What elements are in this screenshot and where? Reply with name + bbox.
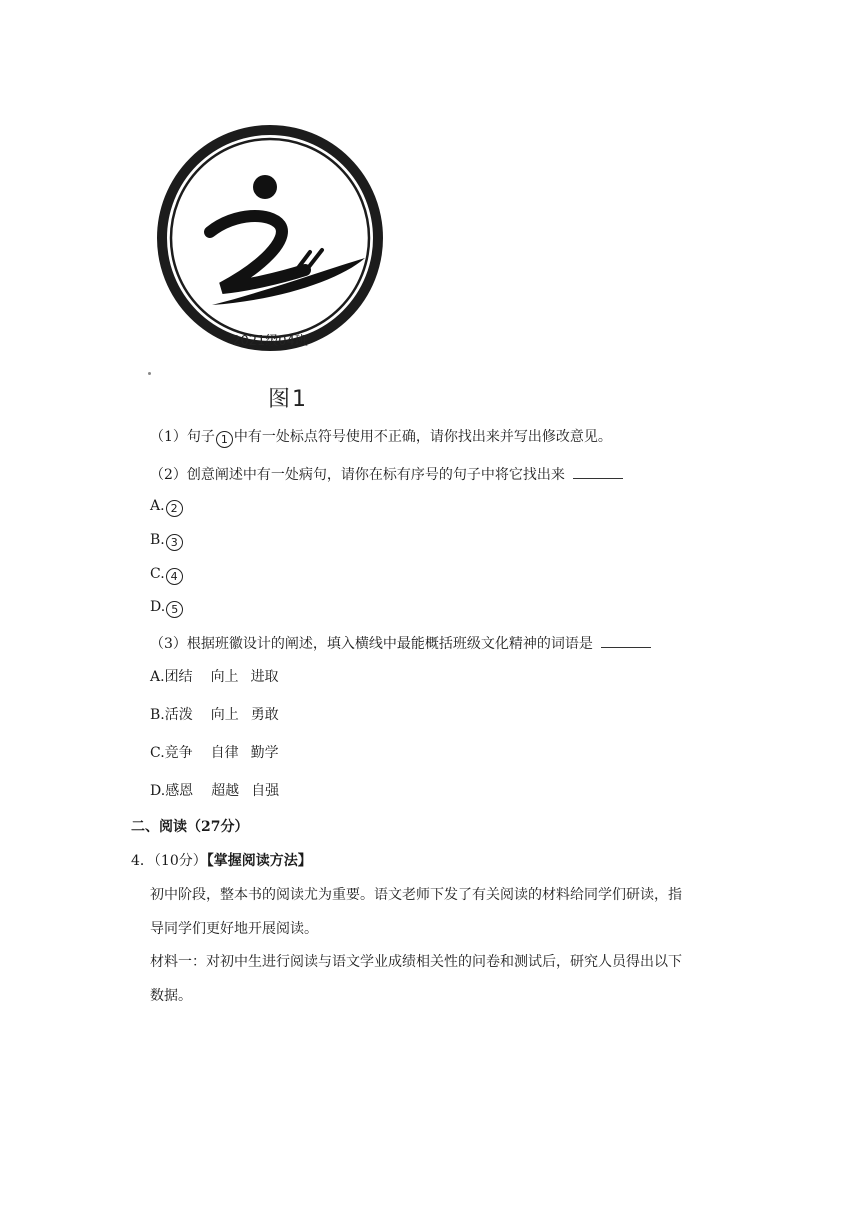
circled-number: 4 [166,568,183,585]
circled-number: 5 [166,601,183,618]
class-emblem-figure [150,120,400,415]
q2-option-d[interactable]: D. 5 [150,598,184,618]
answer-blank-q2[interactable] [573,464,623,479]
circled-number: 3 [166,534,183,551]
section-2-heading: 二、阅读（27分） [131,819,249,835]
q3-option-b[interactable]: B.活泼 向上 勇敢 [150,707,279,723]
scan-dot [148,372,151,375]
emblem-ring-text: 2021级04班 [232,334,308,349]
question-2: （2）创意阐述中有一处病句，请你在标有序号的句子中将它找出来 [150,464,623,484]
circled-number: 2 [166,500,183,517]
q4-paragraph-2-line-2: 数据。 [150,988,192,1004]
answer-blank-q3[interactable] [601,633,651,648]
question-3: （3）根据班徽设计的阐述，填入横线中最能概括班级文化精神的词语是 [150,633,651,653]
q3-option-c[interactable]: C.竞争 自律 勤学 [150,745,279,761]
question-4-header: 4．（10分）【掌握阅读方法】 [131,853,312,869]
q4-paragraph-1-line-2: 导同学们更好地开展阅读。 [150,921,318,937]
q2-option-a[interactable]: A. 2 [150,497,184,517]
circled-number-1: 1 [216,431,233,448]
q3-option-d[interactable]: D.感恩 超越 自强 [150,783,280,799]
q4-paragraph-2-line-1: 材料一：对初中生进行阅读与语文学业成绩相关性的问卷和测试后，研究人员得出以下 [150,954,682,970]
q2-option-c[interactable]: C. 4 [150,565,184,585]
class-emblem-logo [150,120,400,370]
figure-caption: 图1 [268,387,308,412]
q3-option-a[interactable]: A.团结 向上 进取 [150,669,279,685]
question-1: （1）句子 1 中有一处标点符号使用不正确，请你找出来并写出修改意见。 [150,429,612,446]
q4-paragraph-1-line-1: 初中阶段，整本书的阅读尤为重要。语文老师下发了有关阅读的材料给同学们研读，指 [150,887,682,903]
q2-option-b[interactable]: B. 3 [150,531,184,551]
